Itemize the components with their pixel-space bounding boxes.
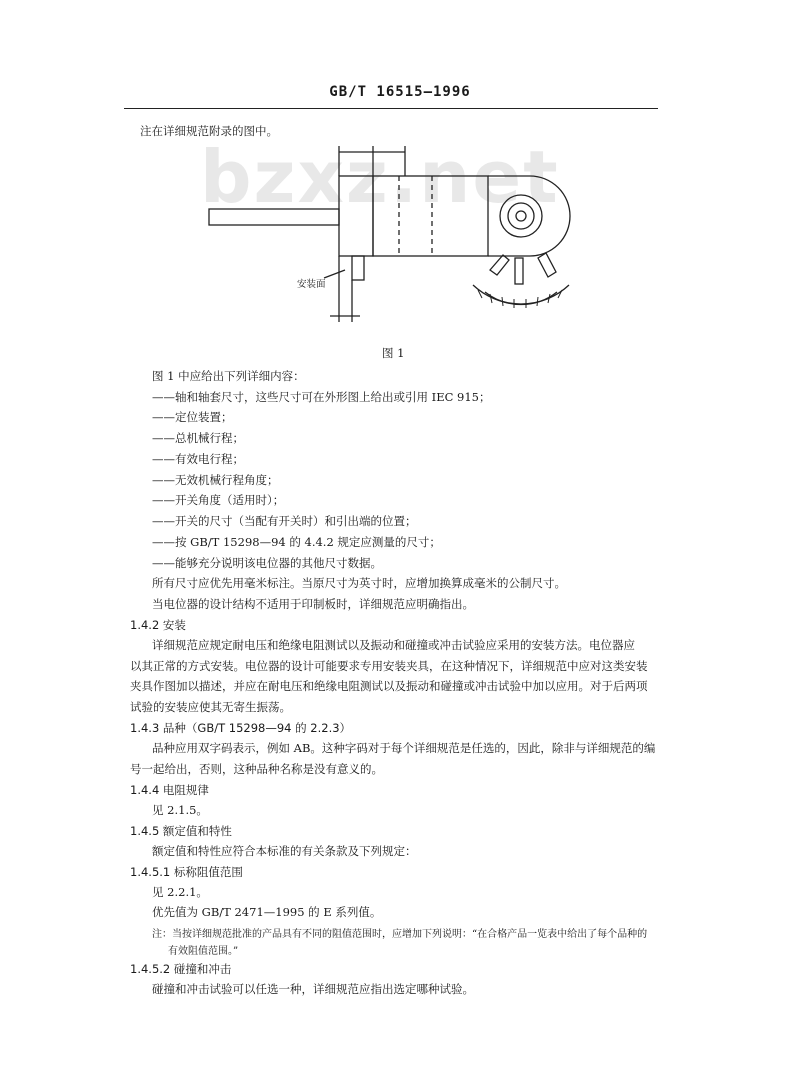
- section-1-4-5-1-note-cont: 有效阻值范围。”: [168, 946, 239, 957]
- section-1-4-5-title: 1.4.5 额定值和特性: [130, 824, 232, 838]
- section-1-4-5-1-body: 见 2.2.1。: [152, 885, 208, 899]
- section-1-4-5-1-title: 1.4.5.1 标称阻值范围: [130, 865, 243, 879]
- section-1-4-2-line: 试验的安装应使其无寄生振荡。: [130, 700, 291, 714]
- list-item: ——开关角度（适用时）；: [152, 493, 285, 507]
- section-1-4-4-body: 见 2.1.5。: [152, 803, 208, 817]
- section-1-4-5-1-note: 注：当按详细规范批准的产品具有不同的阻值范围时，应增加下列说明：“在合格产品一览表中给出了每个品种的: [152, 929, 648, 940]
- figure-caption: 图 1: [382, 346, 405, 360]
- standard-number-header: GB/T 16515—1996: [329, 84, 471, 100]
- list-item: ——按 GB/T 15298—94 的 4.4.2 规定应测量的尺寸；: [152, 535, 441, 549]
- list-item: ——有效电行程；: [152, 452, 244, 466]
- section-1-4-3-line: 品种应用双字码表示，例如 AB。这种字码对于每个详细规范是任选的，因此，除非与详细规范的编: [152, 741, 656, 755]
- section-1-4-5-2-body: 碰撞和冲击试验可以任选一种，详细规范应指出选定哪种试验。: [152, 982, 474, 996]
- list-item: ——定位装置；: [152, 410, 233, 424]
- section-1-4-2-title: 1.4.2 安装: [130, 618, 186, 632]
- section-1-4-4-title: 1.4.4 电阻规律: [130, 783, 209, 797]
- intro-text: 注在详细规范附录的图中。: [140, 124, 278, 138]
- mounting-surface-label: 安装面: [297, 279, 326, 290]
- section-1-4-5-1-preferred: 优先值为 GB/T 2471—1995 的 E 系列值。: [152, 905, 382, 919]
- list-item: ——能够充分说明该电位器的其他尺寸数据。: [152, 556, 382, 570]
- section-1-4-2-line: 夹具作图加以描述，并应在耐电压和绝缘电阻测试以及振动和碰撞或冲击试验中加以应用。对于后两项: [130, 679, 648, 693]
- section-1-4-5-body: 额定值和特性应符合本标准的有关条款及下列规定：: [152, 844, 417, 858]
- list-intro: 图 1 中应给出下列详细内容：: [152, 369, 305, 383]
- section-1-4-3-title: 1.4.3 品种（GB/T 15298—94 的 2.2.3）: [130, 721, 352, 735]
- section-1-4-2-line: 以其正常的方式安装。电位器的设计可能要求专用安装夹具，在这种情况下，详细规范中应对这类安装: [130, 659, 648, 673]
- section-1-4-3-line: 号一起给出，否则，这种品种名称是没有意义的。: [130, 762, 383, 776]
- list-item: ——总机械行程；: [152, 431, 244, 445]
- units-paragraph: 所有尺寸应优先用毫米标注。当原尺寸为英寸时，应增加换算成毫米的公制尺寸。: [152, 576, 566, 590]
- list-item: ——轴和轴套尺寸，这些尺寸可在外形图上给出或引用 IEC 915；: [152, 390, 491, 404]
- list-item: ——无效机械行程角度；: [152, 473, 279, 487]
- list-item: ——开关的尺寸（当配有开关时）和引出端的位置；: [152, 514, 417, 528]
- pcb-paragraph: 当电位器的设计结构不适用于印制板时，详细规范应明确指出。: [152, 597, 474, 611]
- watermark: bzxz.net: [200, 135, 560, 219]
- section-1-4-5-2-title: 1.4.5.2 碰撞和冲击: [130, 962, 232, 976]
- section-1-4-2-line: 详细规范应规定耐电压和绝缘电阻测试以及振动和碰撞或冲击试验应采用的安装方法。电位器应: [152, 638, 635, 652]
